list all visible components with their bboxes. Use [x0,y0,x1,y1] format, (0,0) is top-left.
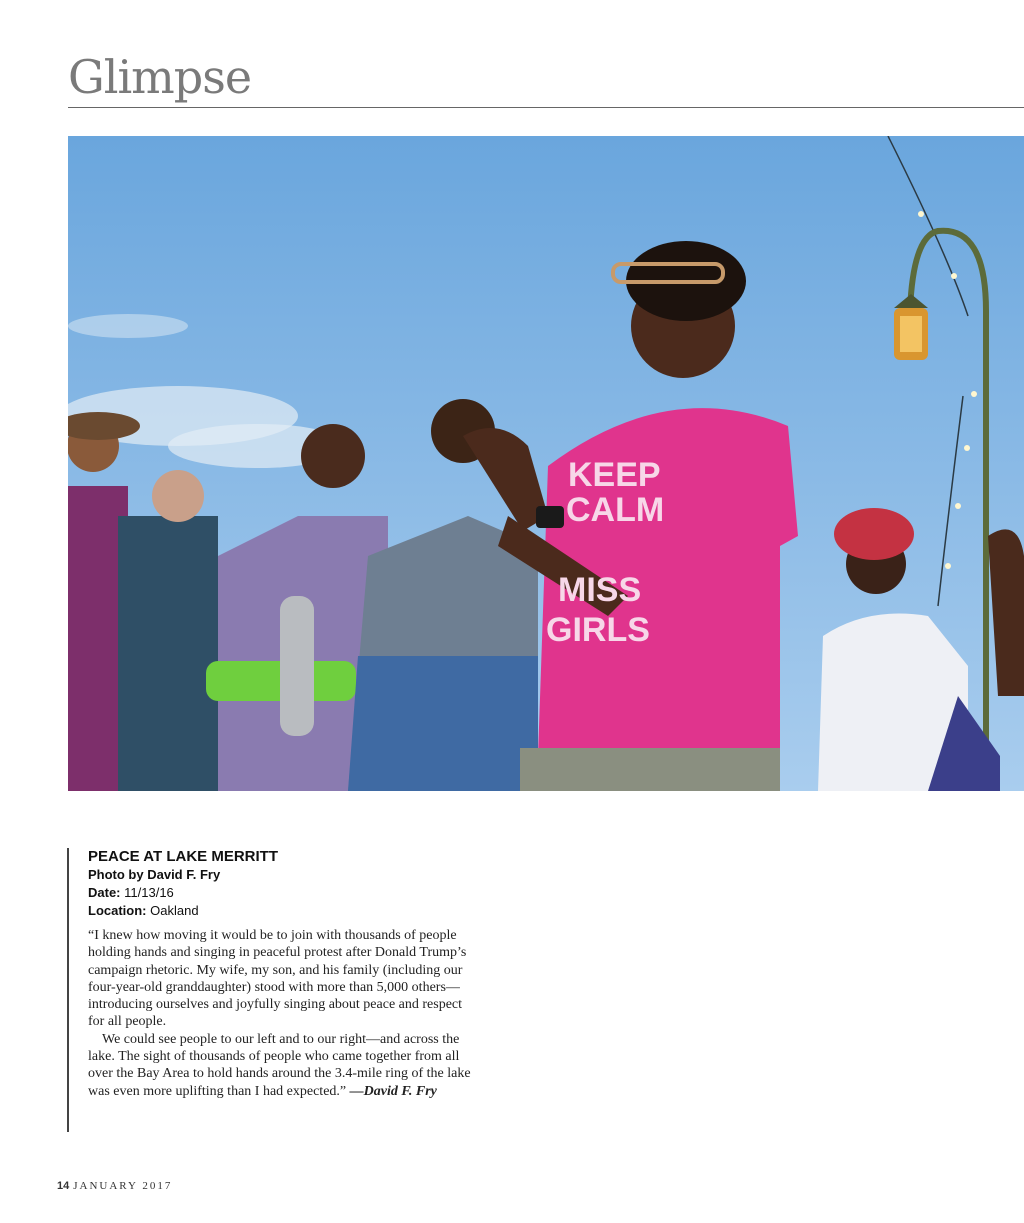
shirt-text-line-4: GIRLS [546,611,650,649]
caption-title: PEACE AT LAKE MERRITT [88,848,278,865]
header-rule [68,107,1024,108]
date-line [88,884,478,902]
section-title: Glimpse [68,50,252,104]
location-value: Oakland [150,903,199,918]
location-label: Location: [88,903,147,918]
quote-attribution: —David F. Fry [349,1083,437,1099]
location-line [88,902,478,920]
quote-paragraph-2 [88,1031,478,1100]
page-folio [57,1180,172,1192]
shirt-text-line-3: MISS [558,571,642,609]
date-label: Date: [88,885,121,900]
page-number: 14 [57,1180,70,1192]
photo-caption [67,848,478,1132]
photo-credit-text: Photo by David F. Fry [88,867,221,882]
shirt-text-line-1: KEEP [568,456,661,494]
quote-body [88,927,478,1100]
quote-paragraph-2-text: We could see people to our left and to our right—and across the lake. The sight of thousands of people who came together from all over the Bay Area to hold hands around the 3.4-mile ring of the lake was even more uplifting than I had expected.” [88,1031,471,1099]
feature-photo [68,136,1024,791]
issue-date: JANUARY 2017 [73,1180,173,1192]
date-value: 11/13/16 [124,885,174,900]
photo-credit [88,866,478,884]
shirt-text-line-2: CALM [566,491,665,529]
quote-paragraph-1: “I knew how moving it would be to join with thousands of people holding hands and singing in peaceful protest after Donald Trump’s campaign rhetoric. My wife, my son, and his family (including our four-year-old granddaughter) stood with more than 5,000 others—introducing ourselves and joyfully singing about peace and respect for all people. [88,928,467,1030]
